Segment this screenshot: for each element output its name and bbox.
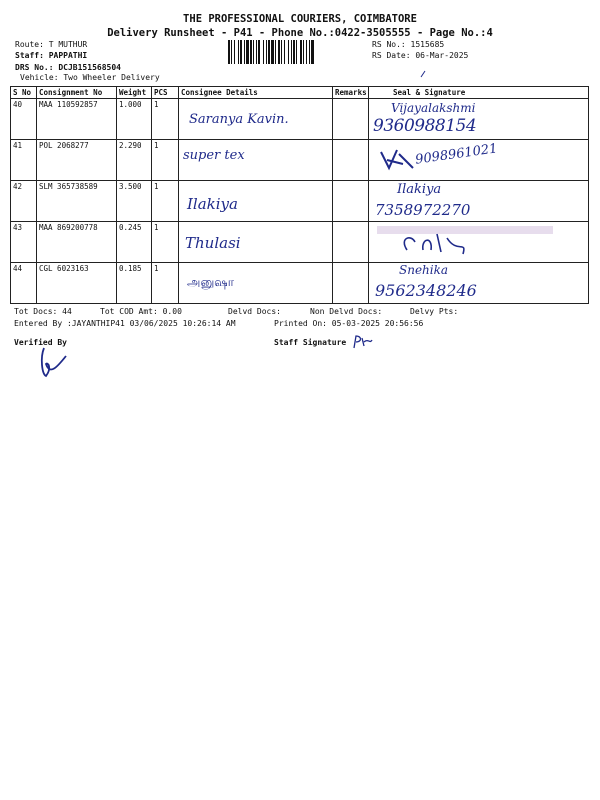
pen-tick-mark (420, 70, 426, 78)
rs-date: RS Date: 06-Mar-2025 (372, 51, 469, 60)
total-docs: Tot Docs: 44 (14, 307, 72, 316)
vehicle-label: Vehicle: Two Wheeler Delivery (20, 73, 160, 82)
row-remarks (333, 263, 369, 304)
verified-by-label: Verified By (14, 338, 67, 347)
barcode-image (228, 40, 352, 64)
row-consignee-cell (179, 222, 333, 263)
row-sno: 41 (11, 140, 37, 181)
table-row (11, 181, 589, 222)
row-signature-cell (369, 263, 589, 304)
row-signature-cell (369, 140, 589, 181)
table-header-row (11, 87, 589, 99)
col-consignee-header: Consignee Details (179, 87, 333, 99)
row-signature-cell (369, 99, 589, 140)
row-weight: 2.290 (117, 140, 152, 181)
row-pcs: 1 (152, 140, 179, 181)
company-stamp (377, 224, 553, 258)
table-row (11, 140, 589, 181)
runsheet-table (10, 86, 589, 304)
handwritten-phone: 9098961021 (414, 141, 499, 168)
company-title: THE PROFESSIONAL COURIERS, COIMBATORE (183, 13, 417, 25)
row-pcs: 1 (152, 181, 179, 222)
row-remarks (333, 140, 369, 181)
staff-label: Staff: PAPPATHI (15, 51, 88, 60)
row-weight: 0.185 (117, 263, 152, 304)
printed-on: Printed On: 05-03-2025 20:56:56 (274, 319, 424, 328)
handwritten-consignee: Thulasi (185, 234, 241, 252)
col-remarks-header: Remarks (333, 87, 369, 99)
handwritten-consignee: Ilakiya (187, 195, 238, 213)
signature-scribble (379, 146, 419, 172)
table-row (11, 222, 589, 263)
entered-by: Entered By :JAYANTHIP41 03/06/2025 10:26:14 AM (14, 319, 236, 328)
handwritten-consignee: Saranya Kavin. (189, 112, 289, 127)
route-label: Route: T MUTHUR (15, 40, 88, 49)
handwritten-consignee: super tex (183, 148, 245, 163)
handwritten-signature-name: Ilakiya (397, 182, 442, 197)
row-signature-cell (369, 222, 589, 263)
handwritten-phone: 7358972270 (375, 201, 471, 219)
row-weight: 3.500 (117, 181, 152, 222)
handwritten-signature-name: Vijayalakshmi (391, 101, 476, 115)
row-consignment: POL 2068277 (37, 140, 117, 181)
row-consignment: SLM 365738589 (37, 181, 117, 222)
runsheet-subtitle: Delivery Runsheet - P41 - Phone No.:0422-3505555 - Page No.:4 (107, 27, 493, 39)
row-remarks (333, 222, 369, 263)
row-sno: 42 (11, 181, 37, 222)
row-sno: 43 (11, 222, 37, 263)
rs-number: RS No.: 1515685 (372, 40, 445, 49)
row-pcs: 1 (152, 99, 179, 140)
row-pcs: 1 (152, 222, 179, 263)
row-remarks (333, 181, 369, 222)
col-weight-header: Weight (117, 87, 152, 99)
row-weight: 0.245 (117, 222, 152, 263)
row-consignee-cell (179, 99, 333, 140)
row-consignment: MAA 869200778 (37, 222, 117, 263)
col-signature-header: Seal & Signature (369, 87, 589, 99)
row-consignee-cell (179, 181, 333, 222)
handwritten-phone: 9562348246 (375, 281, 477, 300)
row-sno: 44 (11, 263, 37, 304)
row-consignment: MAA 110592857 (37, 99, 117, 140)
verifier-signature-mark (36, 346, 70, 380)
staff-signature-label: Staff Signature (274, 338, 347, 347)
staff-signature-mark (352, 334, 374, 350)
col-sno-header: S No (11, 87, 37, 99)
row-signature-cell (369, 181, 589, 222)
col-pcs-header: PCS (152, 87, 179, 99)
row-consignee-cell (179, 263, 333, 304)
non-delivered-docs: Non Delvd Docs: (310, 307, 383, 316)
col-consignment-header: Consignment No (37, 87, 117, 99)
row-weight: 1.000 (117, 99, 152, 140)
total-cod-amount: Tot COD Amt: 0.00 (100, 307, 182, 316)
table-row (11, 99, 589, 140)
handwritten-consignee: அனுஷா (187, 275, 234, 289)
drs-number: DRS No.: DCJB151568504 (15, 63, 121, 72)
row-remarks (333, 99, 369, 140)
row-consignment: CGL 6023163 (37, 263, 117, 304)
handwritten-signature-name: Snehika (399, 263, 449, 277)
handwritten-phone: 9360988154 (373, 116, 477, 136)
row-sno: 40 (11, 99, 37, 140)
row-consignee-cell (179, 140, 333, 181)
delivered-docs: Delvd Docs: (228, 307, 281, 316)
table-row (11, 263, 589, 304)
row-pcs: 1 (152, 263, 179, 304)
delivery-points: Delvy Pts: (410, 307, 459, 316)
